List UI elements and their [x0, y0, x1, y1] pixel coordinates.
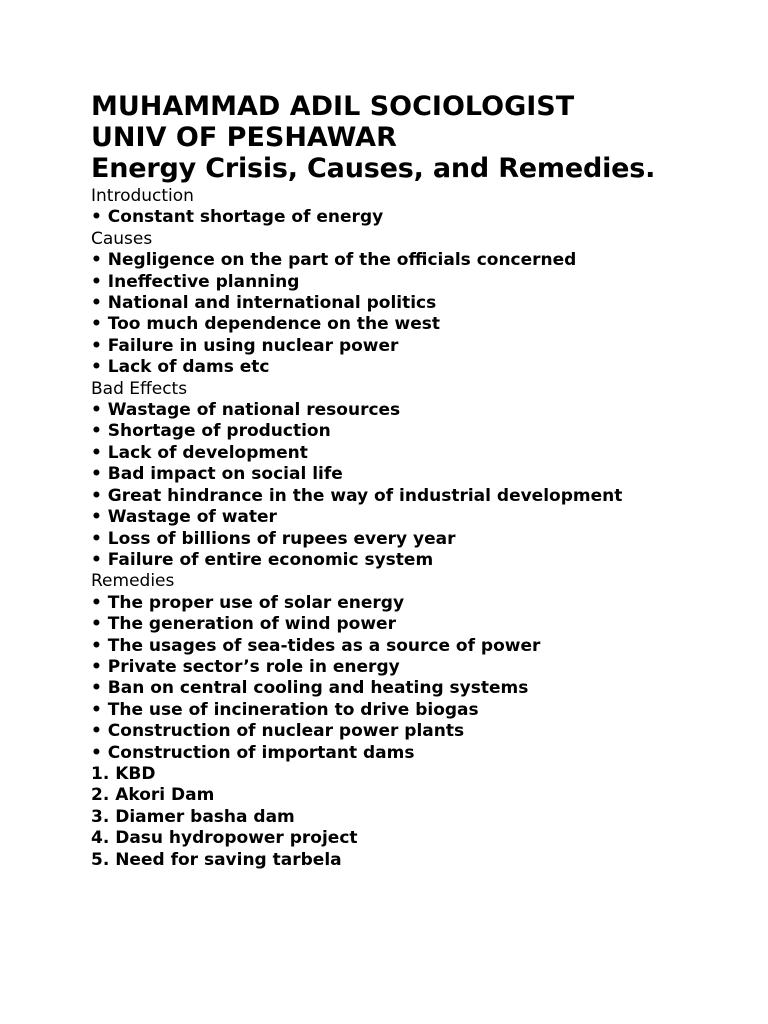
list-item: • Construction of nuclear power plants [91, 721, 465, 742]
list-item: • Loss of billions of rupees every year [91, 528, 456, 549]
section-heading-causes: Causes [91, 228, 153, 249]
list-item: • The generation of wind power [91, 614, 396, 635]
section-heading-bad-effects: Bad Effects [91, 378, 188, 399]
list-item: • Private sector’s role in energy [91, 656, 400, 677]
numbered-item: 2. Akori Dam [91, 785, 215, 806]
topic-title: Energy Crisis, Causes, and Remedies. [91, 153, 656, 184]
list-item: • The usages of sea-tides as a source of power [91, 635, 541, 656]
list-item: • Ban on central cooling and heating systems [91, 678, 529, 699]
list-item: • Lack of dams etc [91, 357, 270, 378]
list-item: • National and international politics [91, 293, 437, 314]
list-item: • Wastage of water [91, 507, 277, 528]
list-item: • Failure in using nuclear power [91, 335, 399, 356]
list-item: • The proper use of solar energy [91, 592, 405, 613]
numbered-item: 4. Dasu hydropower project [91, 828, 358, 849]
institution-line: UNIV OF PESHAWAR [91, 122, 397, 153]
list-item: • Construction of important dams [91, 742, 415, 763]
list-item: • Constant shortage of energy [91, 207, 384, 228]
document-page [91, 91, 751, 871]
document-title [91, 91, 751, 184]
list-item: • Failure of entire economic system [91, 549, 434, 570]
list-item: • Bad impact on social life [91, 464, 343, 485]
author-line: MUHAMMAD ADIL SOCIOLOGIST [91, 91, 575, 122]
numbered-item: 1. KBD [91, 763, 156, 784]
list-item: • Shortage of production [91, 421, 331, 442]
document-body [91, 186, 751, 871]
list-item: • Great hindrance in the way of industrial development [91, 485, 623, 506]
numbered-item: 3. Diamer basha dam [91, 806, 295, 827]
list-item: • The use of incineration to drive biogas [91, 699, 479, 720]
list-item: • Wastage of national resources [91, 400, 401, 421]
list-item: • Negligence on the part of the officials concerned [91, 250, 577, 271]
list-item: • Lack of development [91, 442, 308, 463]
numbered-item: 5. Need for saving tarbela [91, 849, 342, 870]
list-item: • Ineffective planning [91, 271, 300, 292]
section-heading-introduction: Introduction [91, 186, 194, 206]
section-heading-remedies: Remedies [91, 571, 175, 592]
list-item: • Too much dependence on the west [91, 314, 440, 335]
